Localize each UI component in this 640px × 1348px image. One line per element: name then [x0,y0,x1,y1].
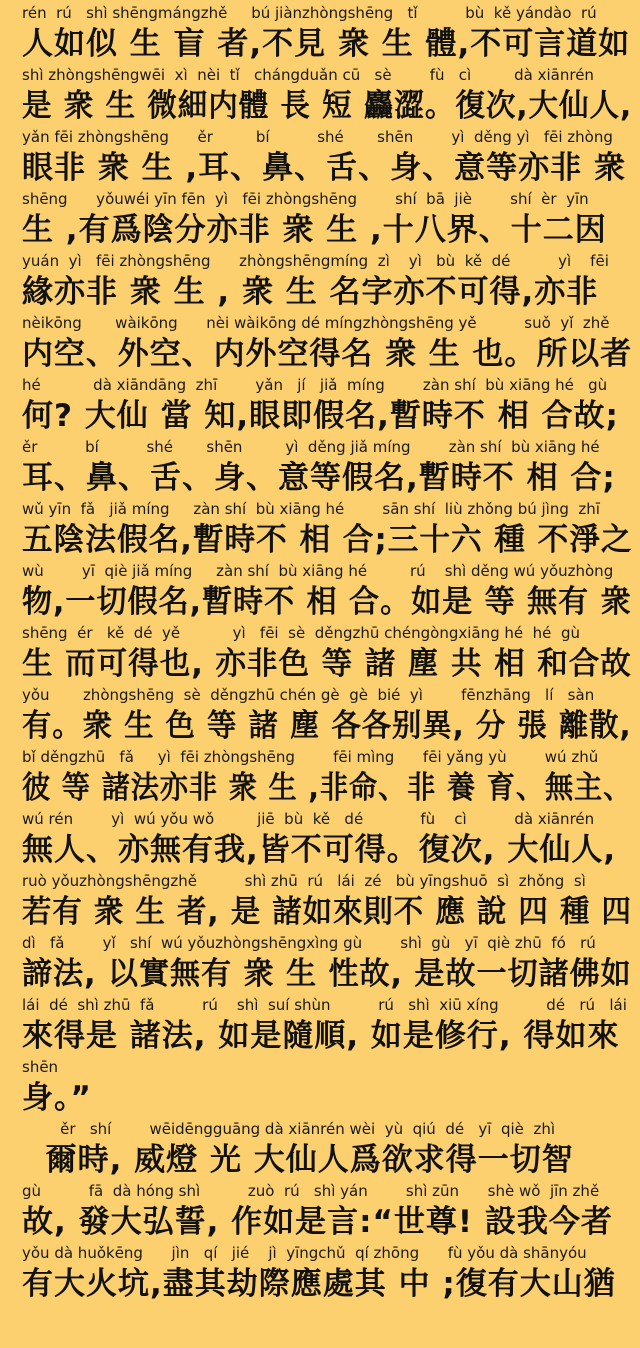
pinyin-annotation: ěr shí wēidēngguāng dà xiānrén wèi yù qiú dé yī qiè zhì [22,1120,555,1138]
pinyin-annotation: yǎn fēi zhòngshēng ěr bí shé shēn yì děng yì fēi zhòng [22,128,613,146]
pinyin-annotation: wǔ yīn fǎ jiǎ míng zàn shí bù xiāng hé sān shí liù zhǒng bú jìng zhī [22,500,600,518]
chinese-text: 故, 發大弘誓, 作如是言:“世尊! 設我今者 [22,1204,613,1240]
pinyin-annotation: shēn [22,1058,59,1076]
chinese-text: 生 ,有爲陰分亦非 衆 生 ,十八界、十二因 [22,212,607,248]
text-line [0,996,640,1058]
text-line [0,934,640,996]
chinese-text: 有。衆 生 色 等 諸 塵 各各别異, 分 張 離散, [22,708,632,744]
pinyin-annotation: dì fǎ yǐ shí wú yǒuzhòngshēngxìng gù shì gù yī qiè zhū fó rú [22,934,596,952]
chinese-text: 眼非 衆 生 ,耳、鼻、舌、身、意等亦非 衆 [22,150,626,186]
pinyin-annotation: ěr bí shé shēn yì děng jiǎ míng zàn shí bù xiāng hé [22,438,600,456]
chinese-text: 人如似 生 盲 者,不見 衆 生 體,不可言道如 [22,26,631,62]
chinese-text: 耳、鼻、舌、身、意等假名,暫時不 相 合; [22,460,616,496]
text-line [0,1244,640,1306]
text-line [0,500,640,562]
pinyin-annotation: shēng yǒuwéi yīn fēn yì fēi zhòngshēng shí bā jiè shí èr yīn [22,190,589,208]
chinese-text: 無人、亦無有我,皆不可得。復次, 大仙人, [22,832,617,868]
chinese-text: 内空、外空、内外空得名 衆 生 也。所以者 [22,336,633,372]
chinese-text: 彼 等 諸法亦非 衆 生 ,非命、非 養 育、無主、 [22,770,633,806]
pinyin-annotation: yǒu zhòngshēng sè děngzhū chén gè gè bié yì fēnzhāng lí sàn [22,686,595,704]
pinyin-annotation: nèikōng wàikōng nèi wàikōng dé míngzhòngshēng yě suǒ yǐ zhě [22,314,610,332]
pinyin-annotation: bǐ děngzhū fǎ yì fēi zhòngshēng fēi mìng fēi yǎng yù wú zhǔ [22,748,599,766]
pinyin-annotation: shì zhòngshēngwēi xì nèi tǐ chángduǎn cū sè fù cì dà xiānrén [22,66,594,84]
text-line [0,562,640,624]
text-line [0,438,640,500]
pinyin-annotation: yǒu dà huǒkēng jìn qí jié jì yīngchǔ qí zhōng fù yǒu dà shānyóu [22,1244,587,1262]
text-line [0,810,640,872]
text-line [0,686,640,748]
text-line [0,872,640,934]
pinyin-annotation: wú rén yì wú yǒu wǒ jiē bù kě dé fù cì dà xiānrén [22,810,595,828]
chinese-text: 有大火坑,盡其劫際應處其 中 ;復有大山猶 [22,1266,616,1302]
pinyin-annotation: wù yī qiè jiǎ míng zàn shí bù xiāng hé rú shì děng wú yǒuzhòng [22,562,614,580]
chinese-text: 身。” [22,1080,92,1116]
chinese-text: 物,一切假名,暫時不 相 合。如是 等 無有 衆 [22,584,632,620]
chinese-text: 五陰法假名,暫時不 相 合;三十六 種 不淨之 [22,522,633,558]
pinyin-annotation: lái dé shì zhū fǎ rú shì suí shùn rú shì xiū xíng dé rú lái [22,996,627,1014]
pinyin-annotation: shēng ér kě dé yě yì fēi sè děngzhū chéngòngxiāng hé hé gù [22,624,580,642]
pinyin-annotation: ruò yǒuzhòngshēngzhě shì zhū rú lái zé bù yīngshuō sì zhǒng sì [22,872,586,890]
text-line [0,190,640,252]
text-line [0,624,640,686]
text-line [0,314,640,376]
pinyin-annotation: yuán yì fēi zhòngshēng zhòngshēngmíng zì yì bù kě dé yì fēi [22,252,609,270]
chinese-text: 生 而可得也, 亦非色 等 諸 塵 共 相 和合故 [22,646,632,682]
chinese-text: 若有 衆 生 者, 是 諸如來則不 應 說 四 種 四 [22,894,632,930]
chinese-text: 諦法, 以實無有 衆 生 性故, 是故一切諸佛如 [22,956,632,992]
chinese-text: 緣亦非 衆 生 , 衆 生 名字亦不可得,亦非 [22,274,599,310]
text-line [0,4,640,66]
pinyin-annotation: gù fā dà hóng shì zuò rú shì yán shì zūn shè wǒ jīn zhě [22,1182,600,1200]
text-line [0,252,640,314]
text-line [0,66,640,128]
chinese-text: 來得是 諸法, 如是隨順, 如是修行, 得如來 [22,1018,620,1054]
text-line [0,1058,640,1120]
chinese-text: 何? 大仙 當 知,眼即假名,暫時不 相 合故; [22,398,619,434]
chinese-text: 爾時, 威燈 光 大仙人爲欲求得一切智 [22,1142,574,1178]
pinyin-annotation: rén rú shì shēngmángzhě bú jiànzhòngshēng tǐ bù kě yándào rú [22,4,597,22]
text-line [0,1120,640,1182]
text-line [0,1182,640,1244]
text-line [0,128,640,190]
pinyin-annotation: hé dà xiāndāng zhī yǎn jí jiǎ míng zàn shí bù xiāng hé gù [22,376,608,394]
chinese-text: 是 衆 生 微細内體 長 短 麤澀。復次,大仙人, [22,88,633,124]
text-line [0,748,640,810]
text-line [0,376,640,438]
